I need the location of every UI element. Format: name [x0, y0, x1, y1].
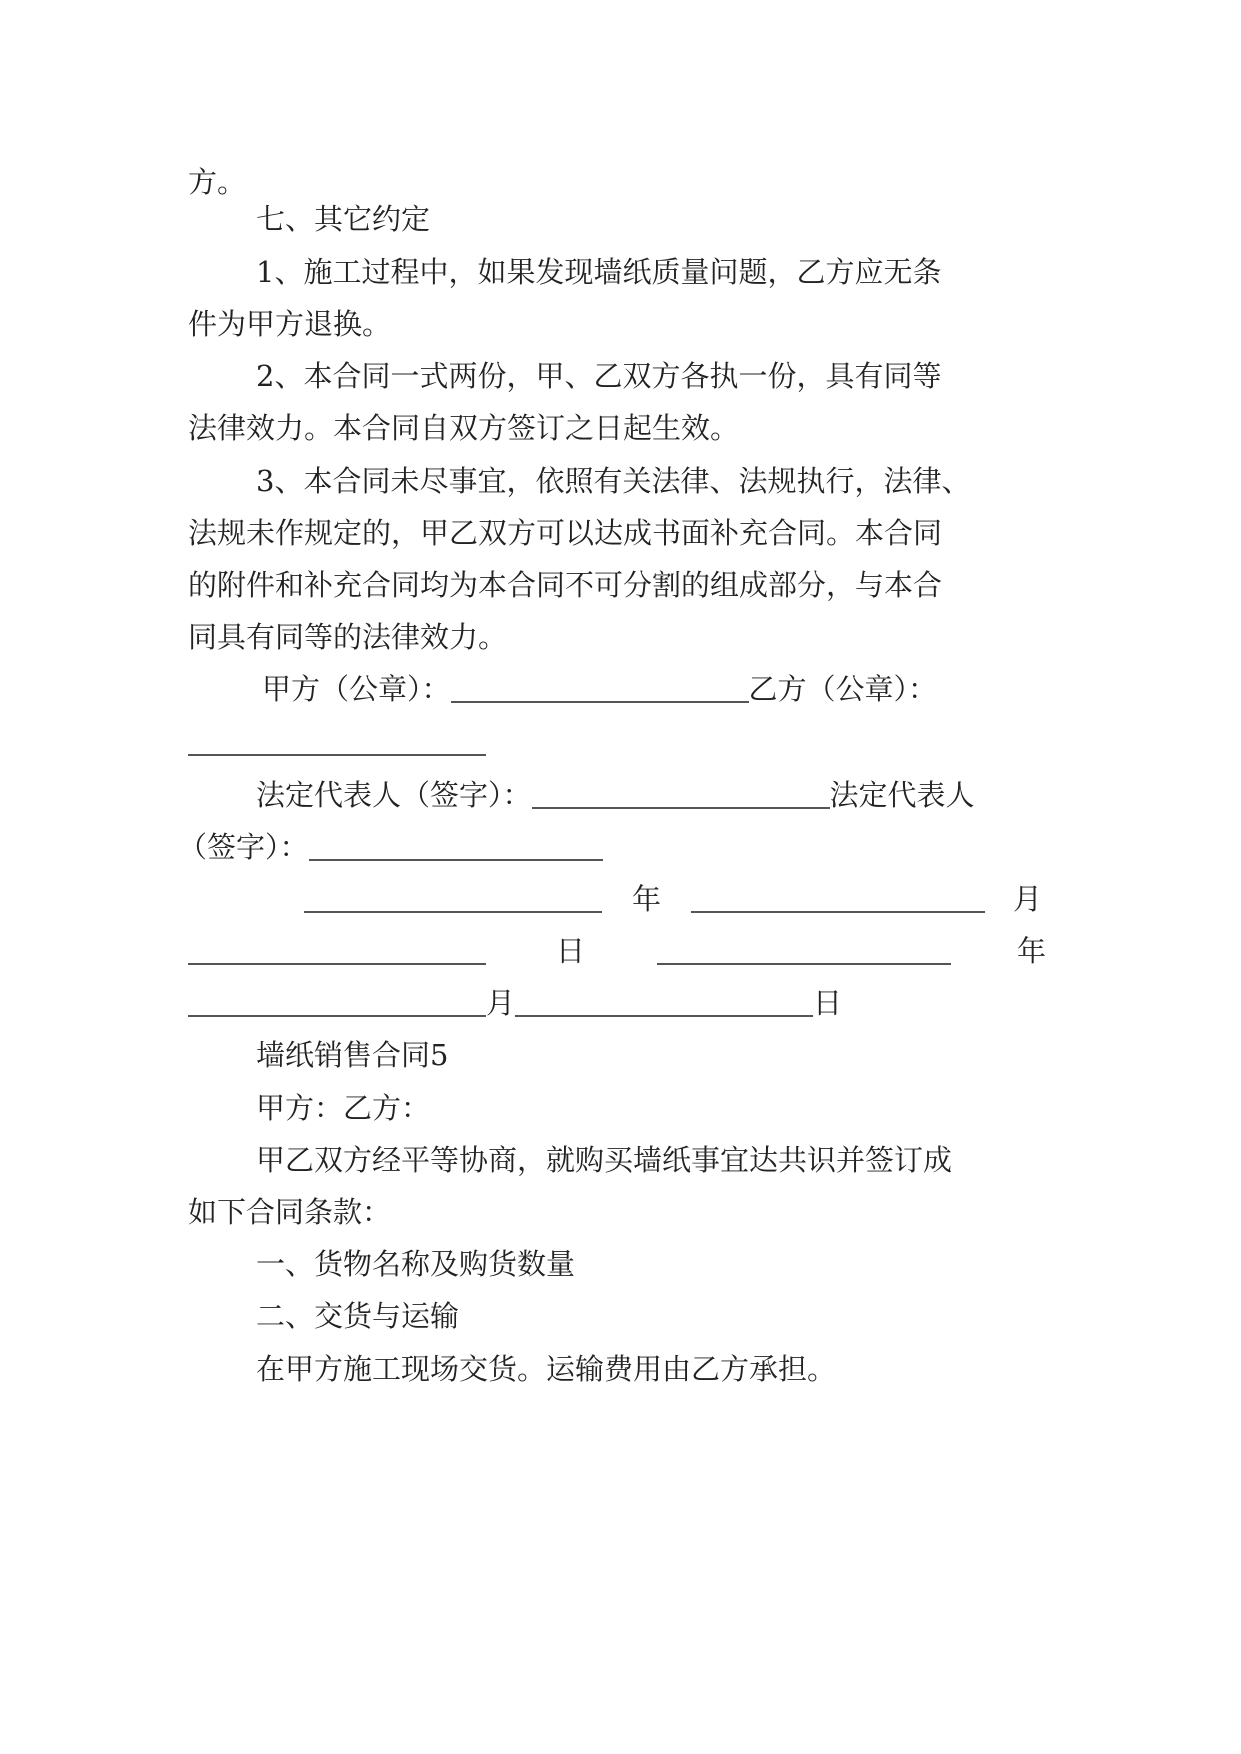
text-line: 件为甲方退换。 — [188, 307, 392, 341]
date-row-c — [188, 979, 1058, 1027]
text-line: 的附件和补充合同均为本合同不可分割的组成部分，与本合 — [188, 568, 943, 602]
parties-line: 甲方：乙方： — [256, 1091, 431, 1125]
text-line: 2、本合同一式两份，甲、乙双方各执一份，具有同等 — [256, 359, 942, 393]
party-b-seal-blank — [188, 754, 486, 756]
text-line: 如下合同条款： — [188, 1195, 392, 1229]
legal-rep-row — [256, 771, 1058, 819]
party-a-seal-blank — [451, 701, 749, 703]
text-line: 方。 — [188, 165, 247, 199]
day-label-b: 日 — [813, 986, 843, 1020]
legal-rep-a-blank — [532, 807, 830, 809]
day-blank-b — [515, 1015, 813, 1017]
signature-blank-row — [188, 718, 1058, 766]
signature-seal-row — [262, 665, 1132, 713]
text-line: 3、本合同未尽事宜，依照有关法律、法规执行，法律、 — [256, 464, 971, 498]
legal-rep-b-blank — [309, 859, 603, 861]
text-line: 同具有同等的法律效力。 — [188, 620, 508, 654]
legal-rep-b-sign-label: （签字）： — [178, 830, 309, 864]
party-a-seal-label: 甲方（公章）： — [262, 672, 451, 706]
year-blank — [304, 911, 602, 913]
legal-rep-b-label: 法定代表人 — [829, 778, 975, 812]
year-label-b: 年 — [1017, 934, 1047, 968]
party-b-seal-label: 乙方（公章）： — [748, 672, 938, 706]
day-label: 日 — [556, 934, 586, 968]
date-row-b — [188, 927, 1058, 975]
text-line: 甲乙双方经平等协商，就购买墙纸事宜达共识并签订成 — [256, 1143, 953, 1177]
day-blank — [188, 963, 486, 965]
month-blank — [691, 911, 985, 913]
section-heading-delivery: 二、交货与运输 — [256, 1299, 460, 1333]
month-blank-b — [188, 1015, 486, 1017]
month-label: 月 — [1013, 882, 1043, 916]
section-heading-goods: 一、货物名称及购货数量 — [256, 1247, 576, 1281]
year-label: 年 — [632, 882, 662, 916]
date-row-a — [304, 875, 1044, 923]
contract-title: 墙纸销售合同5 — [256, 1038, 449, 1072]
text-line: 1、施工过程中，如果发现墙纸质量问题，乙方应无条 — [256, 255, 942, 289]
text-line: 法律效力。本合同自双方签订之日起生效。 — [188, 411, 740, 445]
text-line: 在甲方施工现场交货。运输费用由乙方承担。 — [256, 1352, 837, 1386]
month-label-b: 月 — [486, 986, 516, 1020]
legal-rep-a-label: 法定代表人（签字）： — [256, 778, 532, 812]
text-line: 法规未作规定的，甲乙双方可以达成书面补充合同。本合同 — [188, 516, 943, 550]
legal-rep-b-row — [178, 823, 1048, 871]
year-blank-b — [657, 963, 951, 965]
section-heading-other-terms: 七、其它约定 — [256, 202, 431, 236]
